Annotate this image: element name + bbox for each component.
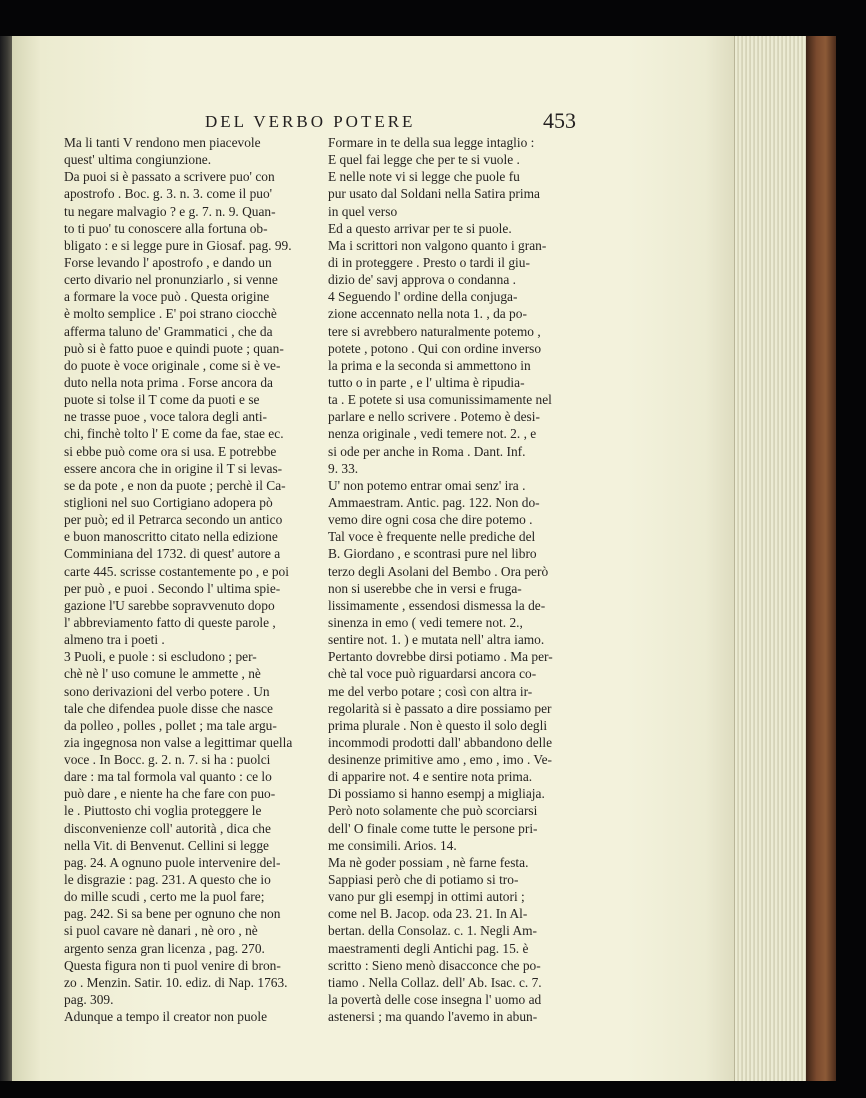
text-line: può dare , e niente ha che fare con puo- bbox=[64, 786, 276, 802]
text-line: di in proteggere . Presto o tardi il giu- bbox=[328, 254, 530, 270]
text-line: disconvenienze coll' autorità , dica che bbox=[64, 820, 271, 836]
text-line: pag. 309. bbox=[64, 992, 114, 1008]
text-line: dare : ma tal formola val quanto : ce lo bbox=[64, 769, 272, 785]
text-line: B. Giordano , e scontrasi pure nel libro bbox=[328, 546, 537, 562]
text-line: tere si avrebbero naturalmente potemo , bbox=[328, 323, 541, 339]
text-line: regolarità si è passato a dire possiamo per bbox=[328, 700, 552, 716]
text-line: Ma i scrittori non valgono quanto i gran- bbox=[328, 237, 547, 253]
text-line: a formare la voce può . Questa origine bbox=[64, 289, 270, 305]
text-line: ta . E potete si usa comunissimamente nel bbox=[328, 392, 552, 408]
text-line: le disgrazie : pag. 231. A questo che io bbox=[64, 872, 271, 888]
text-line: da polleo , polles , pollet ; ma tale argu- bbox=[64, 717, 277, 733]
text-line: Però noto solamente che può scorciarsi bbox=[328, 803, 538, 819]
text-line: 9. 33. bbox=[328, 460, 359, 476]
text-line: gazione l'U sarebbe sopravvenuto dopo bbox=[64, 597, 275, 613]
text-column-left bbox=[64, 134, 318, 1025]
text-line: certo divario nel pronunziarlo , si venne bbox=[64, 272, 278, 288]
text-line: l' abbreviamento fatto di queste parole , bbox=[64, 614, 276, 630]
text-line: per può; ed il Petrarca secondo un antico bbox=[64, 512, 283, 528]
text-line: si ode per anche in Roma . Dant. Inf. bbox=[328, 443, 526, 459]
text-line: duto nella nota prima . Forse ancora da bbox=[64, 374, 273, 390]
text-line: Adunque a tempo il creator non puole bbox=[64, 1009, 268, 1025]
text-line: ne trasse puoe , voce talora degli anti- bbox=[64, 409, 268, 425]
text-line: 3 Puoli, e puole : si escludono ; per- bbox=[64, 649, 257, 665]
text-line: me consimili. Arios. 14. bbox=[328, 837, 457, 853]
text-line: to ti puo' tu conoscere alla fortuna ob- bbox=[64, 220, 268, 236]
text-line: zione accennato nella nota 1. , da po- bbox=[328, 306, 527, 322]
text-line: dell' O finale come tutte le persone pri- bbox=[328, 820, 538, 836]
book-cover-edge bbox=[806, 36, 836, 1081]
text-line: apostrofo . Boc. g. 3. n. 3. come il puo' bbox=[64, 186, 273, 202]
text-line: incommodi prodotti dall' abbandono delle bbox=[328, 734, 553, 750]
text-line: zia ingegnosa non valse a legittimar quella bbox=[64, 734, 293, 750]
text-line: zo . Menzin. Satir. 10. ediz. di Nap. 1763. bbox=[64, 974, 288, 990]
text-line: tale che difendea puole disse che nasce bbox=[64, 700, 273, 716]
text-line: dizio de' savj approva o condanna . bbox=[328, 272, 516, 288]
text-line: argento senza gran licenza , pag. 270. bbox=[64, 940, 265, 956]
text-line: pur usato dal Soldani nella Satira prima bbox=[328, 186, 540, 202]
text-line: Di possiamo si hanno esempj a migliaja. bbox=[328, 786, 545, 802]
text-line: può si è fatto puoe e quindi puote ; quan- bbox=[64, 340, 284, 356]
text-line: Forse levando l' apostrofo , e dando un bbox=[64, 254, 272, 270]
scan-background-top bbox=[0, 0, 866, 36]
text-line: nella Vit. di Benvenut. Cellini si legge bbox=[64, 837, 269, 853]
text-line: scritto : Sieno menò disacconce che po- bbox=[328, 957, 541, 973]
text-line: bligato : e si legge pure in Giosaf. pag. 99. bbox=[64, 237, 292, 253]
text-line: è molto semplice . E' poi strano ciocchè bbox=[64, 306, 277, 322]
text-line: pag. 24. A ognuno puole intervenire del- bbox=[64, 854, 281, 870]
text-line: essere ancora che in origine il T si levas- bbox=[64, 460, 283, 476]
text-line: se da pote , e non da puote ; perchè il Ca- bbox=[64, 477, 286, 493]
text-line: E quel fai legge che per te si vuole . bbox=[328, 152, 520, 168]
text-line: in quel verso bbox=[328, 203, 398, 219]
text-line: e buon manoscritto citato nella edizione bbox=[64, 529, 278, 545]
text-line: chè tal voce può riguardarsi ancora co- bbox=[328, 666, 537, 682]
text-line: non si userebbe che in versi e fruga- bbox=[328, 580, 522, 596]
running-head: DEL VERBO POTERE bbox=[205, 112, 416, 131]
scan-background-right bbox=[836, 0, 866, 1098]
text-line: Ammaestram. Antic. pag. 122. Non do- bbox=[328, 494, 540, 510]
text-line: parlare e nello scrivere . Potemo è desi- bbox=[328, 409, 540, 425]
book-gutter bbox=[0, 36, 12, 1081]
text-line: lissimamente , essendosi dismessa la de- bbox=[328, 597, 546, 613]
text-line: me del verbo potare ; così con altra ir- bbox=[328, 683, 533, 699]
text-line: pag. 242. Si sa bene per ognuno che non bbox=[64, 906, 281, 922]
text-line: tutto o in parte , e l' ultima è ripudia- bbox=[328, 374, 525, 390]
text-line: Sappiasi però che di potiamo si tro- bbox=[328, 872, 519, 888]
text-line: le . Piuttosto chi voglia proteggere le bbox=[64, 803, 262, 819]
text-line: vano pur gli esempj in ottimi autori ; bbox=[328, 889, 525, 905]
text-line: potete , potono . Qui con ordine inverso bbox=[328, 340, 542, 356]
text-line: E nelle note vi si legge che puole fu bbox=[328, 169, 520, 185]
text-line: Tal voce è frequente nelle prediche del bbox=[328, 529, 536, 545]
text-line: per può , e puoi . Secondo l' ultima spie- bbox=[64, 580, 281, 596]
text-line: sentire not. 1. ) e mutata nell' altra iamo. bbox=[328, 632, 545, 648]
text-line: do mille scudi , certo me la puol fare; bbox=[64, 889, 265, 905]
text-column-right bbox=[328, 134, 573, 1025]
text-line: desinenze primitive amo , emo , imo . Ve- bbox=[328, 752, 552, 768]
text-line: vemo dire ogni cosa che dire potemo . bbox=[328, 512, 533, 528]
text-line: U' non potemo entrar omai senz' ira . bbox=[328, 477, 526, 493]
page-number: 453 bbox=[543, 108, 576, 133]
text-line: Ed a questo arrivar per te si puole. bbox=[328, 220, 512, 236]
text-line: la povertà delle cose insegna l' uomo ad bbox=[328, 992, 542, 1008]
text-line: Ma li tanti V rendono men piacevole bbox=[64, 135, 261, 150]
text-line: afferma taluno de' Grammatici , che da bbox=[64, 323, 273, 339]
text-line: stiglioni nel suo Cortigiano adopera pò bbox=[64, 494, 273, 510]
text-line: maestramenti degli Antichi pag. 15. è bbox=[328, 940, 529, 956]
text-line: Formare in te della sua legge intaglio : bbox=[328, 135, 535, 150]
text-line: Questa figura non ti puol venire di bron- bbox=[64, 957, 281, 973]
text-line: Pertanto dovrebbe dirsi potiamo . Ma per- bbox=[328, 649, 553, 665]
text-line: tu negare malvagio ? e g. 7. n. 9. Quan- bbox=[64, 203, 276, 219]
text-line: si ebbe può come ora si usa. E potrebbe bbox=[64, 443, 277, 459]
text-line: di apparire not. 4 e sentire nota prima. bbox=[328, 769, 533, 785]
text-line: almeno tra i poeti . bbox=[64, 632, 165, 648]
text-line: Comminiana del 1732. di quest' autore a bbox=[64, 546, 281, 562]
text-line: prima plurale . Non è questo il solo degli bbox=[328, 717, 548, 733]
text-line: sinenza in emo ( vedi temere not. 2., bbox=[328, 614, 523, 630]
text-line: 4 Seguendo l' ordine della conjuga- bbox=[328, 289, 518, 305]
text-line: come nel B. Jacop. oda 23. 21. In Al- bbox=[328, 906, 528, 922]
text-line: do puote è voce originale , come si è ve- bbox=[64, 357, 281, 373]
text-line: bertan. della Consolaz. c. 1. Negli Am- bbox=[328, 923, 537, 939]
text-line: chè nè l' uso comune le ammette , nè bbox=[64, 666, 261, 682]
text-line: chi, finchè tolto l' E come da fae, stae ec. bbox=[64, 426, 284, 442]
text-line: voce . In Bocc. g. 2. n. 7. si ha : puolci bbox=[64, 752, 271, 768]
text-line: sono derivazioni del verbo potere . Un bbox=[64, 683, 270, 699]
text-line: si puol cavare nè danari , nè oro , nè bbox=[64, 923, 258, 939]
text-line: carte 445. scrisse costantemente po , e poi bbox=[64, 563, 289, 579]
text-line: quest' ultima congiunzione. bbox=[64, 152, 212, 168]
text-line: terzo degli Asolani del Bembo . Ora però bbox=[328, 563, 549, 579]
text-line: la prima e la seconda si ammettono in bbox=[328, 357, 531, 373]
text-line: Da puoi si è passato a scrivere puo' con bbox=[64, 169, 275, 185]
text-line: astenersi ; ma quando l'avemo in abun- bbox=[328, 1009, 538, 1025]
page-edges bbox=[734, 36, 807, 1081]
text-line: tiamo . Nella Collaz. dell' Ab. Isac. c. 7. bbox=[328, 974, 542, 990]
text-line: puote si tolse il T come da puoti e se bbox=[64, 392, 260, 408]
scan-background-bottom bbox=[0, 1081, 866, 1098]
text-line: Ma nè goder possiam , nè farne festa. bbox=[328, 854, 529, 870]
text-line: nenza originale , vedi temere not. 2. , e bbox=[328, 426, 537, 442]
